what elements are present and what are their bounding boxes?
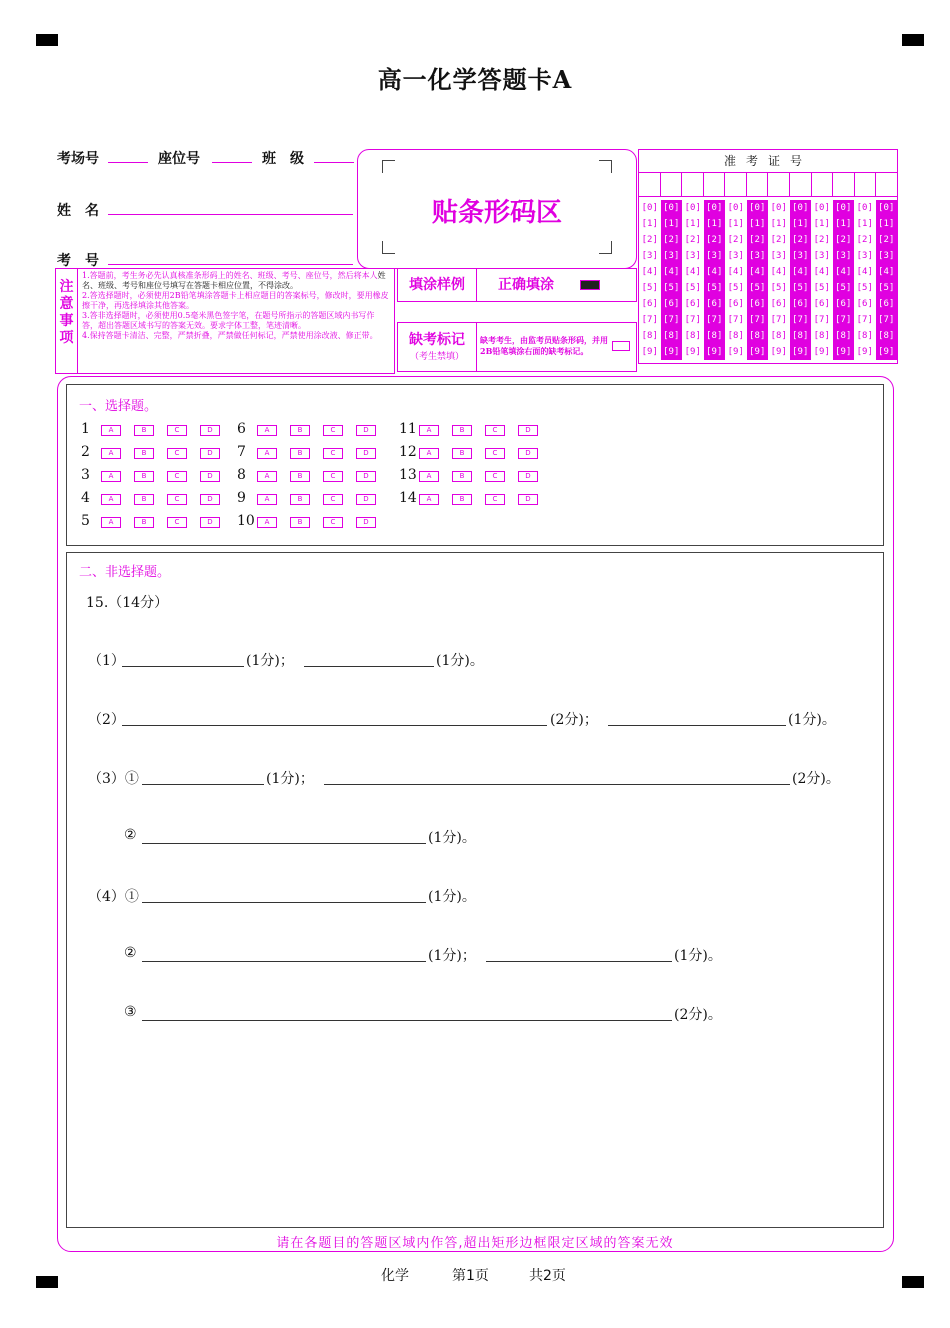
question-number: 11 [399,421,417,437]
score-note: (1分)。 [436,653,484,669]
class-label: 班 级 [262,151,304,167]
footer-subject: 化学 [381,1268,409,1284]
digit-bubble[interactable]: [9] [704,344,726,360]
notice-item-2: 2.答选择题时，必须使用2B铅笔填涂答题卡上相应题目的答案标号，修改时，要用橡皮擦干净，再选择填涂其他答案。 [82,291,389,310]
option-bubble-b[interactable]: B [290,425,310,436]
digit-bubble[interactable]: [3] [747,248,769,264]
digit-bubble[interactable]: [6] [641,299,658,309]
option-bubble-d[interactable]: D [356,448,376,459]
option-bubble-c[interactable]: C [167,471,187,482]
option-bubble-b[interactable]: B [134,517,154,528]
corner-mark [599,160,612,173]
digit-bubble[interactable]: [4] [641,267,658,277]
digit-bubble[interactable]: [2] [770,235,787,245]
digit-bubble[interactable]: [8] [833,328,855,344]
seat-field[interactable] [212,162,252,163]
option-bubble-a[interactable]: A [257,494,277,505]
option-bubble-a[interactable]: A [257,448,277,459]
answer-blank[interactable] [142,784,264,785]
answer-area-warning: 请在各题目的答题区域内作答,超出矩形边框限定区域的答案无效 [276,1236,674,1251]
digit-bubble[interactable]: [2] [661,232,683,248]
answer-blank[interactable] [122,666,244,667]
digit-bubble[interactable]: [7] [813,315,830,325]
digit-bubble[interactable]: [3] [727,251,744,261]
option-bubble-d[interactable]: D [356,471,376,482]
option-bubble-a[interactable]: A [101,471,121,482]
notice-title-char: 事 [59,313,74,329]
digit-bubble[interactable]: [8] [813,331,830,341]
digit-bubble[interactable]: [7] [641,315,658,325]
digit-bubble[interactable]: [6] [684,299,701,309]
footer-total-pages: 共2页 [529,1268,566,1284]
digit-bubble[interactable]: [1] [876,216,898,232]
digit-bubble[interactable]: [3] [833,248,855,264]
digit-bubble[interactable]: [6] [727,299,744,309]
digit-bubble[interactable]: [7] [876,312,898,328]
digit-bubble[interactable]: [6] [876,296,898,312]
digit-bubble[interactable]: [0] [727,203,744,213]
digit-bubble[interactable]: [3] [641,251,658,261]
option-bubble-c[interactable]: C [167,494,187,505]
correct-fill-example [580,280,600,290]
digit-bubble[interactable]: [1] [790,216,812,232]
digit-bubble[interactable]: [8] [856,331,873,341]
digit-bubble[interactable]: [6] [770,299,787,309]
question-number: 3 [81,467,90,483]
option-bubble-d[interactable]: D [518,471,538,482]
digit-bubble[interactable]: [7] [833,312,855,328]
option-bubble-c[interactable]: C [323,448,343,459]
digit-bubble[interactable]: [5] [727,283,744,293]
digit-bubble[interactable]: [9] [856,347,873,357]
option-bubble-d[interactable]: D [200,471,220,482]
digit-bubble[interactable]: [9] [813,347,830,357]
digit-bubble[interactable]: [2] [876,232,898,248]
question-number: 14 [399,490,417,506]
exam-number-field[interactable] [108,264,353,265]
digit-bubble[interactable]: [5] [747,280,769,296]
part-4-sub-2-label: ② [124,945,137,961]
digit-bubble[interactable]: [5] [833,280,855,296]
option-bubble-d[interactable]: D [200,517,220,528]
option-bubble-b[interactable]: B [452,494,472,505]
digit-bubble[interactable]: [5] [813,283,830,293]
option-bubble-c[interactable]: C [167,425,187,436]
digit-bubble[interactable]: [2] [684,235,701,245]
option-bubble-b[interactable]: B [290,448,310,459]
digit-bubble[interactable]: [7] [747,312,769,328]
digit-bubble[interactable]: [5] [876,280,898,296]
digit-bubble[interactable]: [3] [856,251,873,261]
notice-title-char: 注 [59,279,74,295]
fill-sample-box [397,268,637,302]
digit-bubble[interactable]: [6] [833,296,855,312]
score-note: (1分)。 [674,948,722,964]
option-bubble-c[interactable]: C [167,517,187,528]
digit-bubble[interactable]: [3] [684,251,701,261]
digit-bubble[interactable]: [8] [704,328,726,344]
digit-bubble[interactable]: [2] [813,235,830,245]
digit-bubble[interactable]: [5] [684,283,701,293]
correct-fill-label: 正确填涂 [498,277,554,293]
absent-label: 缺考标记 [409,332,465,348]
digit-bubble[interactable]: [4] [790,264,812,280]
digit-bubble[interactable]: [1] [813,219,830,229]
digit-bubble[interactable]: [1] [641,219,658,229]
digit-bubble[interactable]: [9] [641,347,658,357]
option-bubble-a[interactable]: A [419,425,439,436]
seat-label: 座位号 [158,151,200,167]
option-bubble-d[interactable]: D [200,425,220,436]
answer-blank[interactable] [142,902,426,903]
registration-mark-bottom-right [902,1276,924,1288]
digit-bubble[interactable]: [6] [747,296,769,312]
option-bubble-a[interactable]: A [101,494,121,505]
score-note: (2分)。 [674,1007,722,1023]
notice-body [82,271,390,341]
answer-blank[interactable] [122,725,547,726]
digit-bubble[interactable]: [3] [813,251,830,261]
digit-bubble[interactable]: [5] [641,283,658,293]
digit-bubble[interactable]: [1] [856,219,873,229]
option-bubble-b[interactable]: B [290,494,310,505]
question-number: 10 [237,513,255,529]
score-note: (2分)。 [792,771,840,787]
digit-bubble[interactable]: [9] [833,344,855,360]
part-4-label: （4）① [88,889,139,905]
digit-bubble[interactable]: [4] [661,264,683,280]
option-bubble-b[interactable]: B [290,517,310,528]
digit-bubble[interactable]: [0] [641,203,658,213]
digit-bubble[interactable]: [4] [747,264,769,280]
digit-bubble[interactable]: [1] [747,216,769,232]
digit-bubble[interactable]: [4] [876,264,898,280]
admission-number-bubble-grid[interactable] [639,200,897,360]
absent-mark-checkbox[interactable] [612,341,630,351]
digit-bubble[interactable]: [5] [661,280,683,296]
digit-bubble[interactable]: [8] [770,331,787,341]
digit-bubble[interactable]: [5] [790,280,812,296]
name-field[interactable] [108,214,353,215]
option-bubble-b[interactable]: B [452,471,472,482]
class-field[interactable] [314,162,354,163]
section-2-title: 二、非选择题。 [79,565,171,580]
answer-blank[interactable] [142,1020,672,1021]
option-bubble-c[interactable]: C [167,448,187,459]
digit-bubble[interactable]: [8] [790,328,812,344]
barcode-area [357,149,637,269]
digit-bubble[interactable]: [3] [770,251,787,261]
notice-title [56,269,78,373]
option-bubble-c[interactable]: C [485,425,505,436]
option-bubble-c[interactable]: C [485,471,505,482]
option-bubble-d[interactable]: D [356,517,376,528]
option-bubble-d[interactable]: D [200,448,220,459]
option-bubble-d[interactable]: D [518,448,538,459]
option-bubble-b[interactable]: B [134,425,154,436]
option-bubble-a[interactable]: A [419,494,439,505]
notice-title-char: 意 [59,296,74,312]
digit-bubble[interactable]: [7] [727,315,744,325]
option-bubble-d[interactable]: D [356,494,376,505]
digit-bubble[interactable]: [8] [747,328,769,344]
digit-bubble[interactable]: [6] [813,299,830,309]
absent-label-cell [398,323,477,371]
digit-bubble[interactable]: [4] [770,267,787,277]
digit-bubble[interactable]: [9] [727,347,744,357]
answer-blank[interactable] [324,784,790,785]
corner-mark [382,241,395,254]
option-bubble-a[interactable]: A [419,471,439,482]
option-bubble-a[interactable]: A [101,425,121,436]
part-2-label: （2） [88,712,125,728]
section-multiple-choice [66,384,884,546]
score-note: (2分)； [550,712,598,728]
digit-bubble[interactable]: [7] [661,312,683,328]
digit-bubble[interactable]: [7] [704,312,726,328]
digit-bubble[interactable]: [2] [833,232,855,248]
option-bubble-a[interactable]: A [419,448,439,459]
option-bubble-c[interactable]: C [323,425,343,436]
notice-item-1 [82,271,390,291]
fill-sample-label: 填涂样例 [398,269,477,301]
digit-bubble[interactable]: [8] [727,331,744,341]
notice-box [55,268,395,374]
digit-bubble[interactable]: [0] [813,203,830,213]
option-bubble-d[interactable]: D [200,494,220,505]
digit-bubble[interactable]: [6] [661,296,683,312]
digit-bubble[interactable]: [5] [856,283,873,293]
question-number: 13 [399,467,417,483]
barcode-label: 贴条形码区 [431,198,562,228]
digit-bubble[interactable]: [4] [704,264,726,280]
registration-mark-top-right [902,34,924,46]
part-3-label: （3）① [88,771,139,787]
question-number: 6 [237,421,246,437]
answer-blank[interactable] [142,843,426,844]
digit-bubble[interactable]: [8] [641,331,658,341]
digit-bubble[interactable]: [9] [876,344,898,360]
digit-bubble[interactable]: [0] [790,200,812,216]
question-15-label: 15.（14分） [86,595,169,611]
section-1-title: 一、选择题。 [79,399,158,414]
question-number: 2 [81,444,90,460]
option-bubble-c[interactable]: C [485,448,505,459]
digit-bubble[interactable]: [4] [813,267,830,277]
digit-bubble[interactable]: [9] [747,344,769,360]
option-bubble-b[interactable]: B [134,471,154,482]
digit-bubble[interactable]: [7] [856,315,873,325]
digit-bubble[interactable]: [1] [727,219,744,229]
digit-bubble[interactable]: [7] [684,315,701,325]
digit-bubble[interactable]: [0] [856,203,873,213]
digit-bubble[interactable]: [1] [684,219,701,229]
digit-bubble[interactable]: [1] [704,216,726,232]
digit-bubble[interactable]: [8] [684,331,701,341]
option-bubble-d[interactable]: D [356,425,376,436]
digit-bubble[interactable]: [6] [856,299,873,309]
registration-mark-top-left [36,34,58,46]
part-3-sub-2-label: ② [124,827,137,843]
absent-mark-box [397,322,637,372]
digit-bubble[interactable]: [2] [641,235,658,245]
digit-bubble[interactable]: [3] [704,248,726,264]
score-note: (1分)。 [428,889,476,905]
notice-item-3: 3.答非选择题时，必须使用0.5毫米黑色签字笔，在题号所指示的答题区域内书写作答，超出答题区域书写的答案无效。要求字体工整，笔迹清晰。 [82,311,375,330]
digit-bubble[interactable]: [0] [833,200,855,216]
name-label: 姓 名 [57,203,99,219]
admission-number-title: 准考证号 [639,150,897,173]
digit-bubble[interactable]: [4] [833,264,855,280]
option-bubble-a[interactable]: A [257,471,277,482]
digit-bubble[interactable]: [3] [876,248,898,264]
corner-mark [382,160,395,173]
digit-bubble[interactable]: [6] [790,296,812,312]
part-4-sub-3-label: ③ [124,1004,137,1020]
question-number: 1 [81,421,90,437]
digit-bubble[interactable]: [5] [704,280,726,296]
option-bubble-c[interactable]: C [485,494,505,505]
digit-bubble[interactable]: [7] [790,312,812,328]
answer-blank[interactable] [486,961,672,962]
admission-number-box [638,149,898,364]
digit-bubble[interactable]: [2] [856,235,873,245]
exam-room-field[interactable] [108,162,148,163]
question-number: 4 [81,490,90,506]
question-number: 5 [81,513,90,529]
notice-title-char: 项 [59,330,74,346]
digit-bubble[interactable]: [2] [704,232,726,248]
option-bubble-c[interactable]: C [323,517,343,528]
notice-item-1-text: 1.答题前，考生务必先认真核准条形码上的姓名、班级、考号、座位号，然后将本人 [82,271,378,280]
digit-bubble[interactable]: [0] [684,203,701,213]
answer-blank[interactable] [304,666,434,667]
digit-bubble[interactable]: [4] [684,267,701,277]
score-note: (1分)。 [788,712,836,728]
notice-item-4: 4.保持答题卡清洁、完整，严禁折叠，严禁做任何标记，严禁使用涂改液、修正带。 [82,331,378,340]
digit-bubble[interactable]: [1] [833,216,855,232]
digit-bubble[interactable]: [9] [790,344,812,360]
digit-bubble[interactable]: [9] [661,344,683,360]
question-number: 8 [237,467,246,483]
exam-number-label: 考 号 [57,253,99,269]
option-bubble-c[interactable]: C [323,471,343,482]
question-number: 12 [399,444,417,460]
option-bubble-c[interactable]: C [323,494,343,505]
absent-sublabel: （考生禁填） [409,352,464,362]
admission-number-write-cells[interactable] [639,172,897,197]
digit-bubble[interactable]: [9] [770,347,787,357]
question-number: 7 [237,444,246,460]
footer-page: 第1页 [452,1268,489,1284]
option-bubble-d[interactable]: D [518,425,538,436]
option-bubble-b[interactable]: B [452,448,472,459]
digit-bubble[interactable]: [8] [876,328,898,344]
registration-mark-bottom-left [36,1276,58,1288]
digit-bubble[interactable]: [0] [876,200,898,216]
digit-bubble[interactable]: [4] [727,267,744,277]
answer-blank[interactable] [608,725,786,726]
digit-bubble[interactable]: [3] [790,248,812,264]
score-note: (1分)； [266,771,314,787]
score-note: (1分)。 [428,830,476,846]
score-note: (1分)； [246,653,294,669]
digit-bubble[interactable]: [5] [770,283,787,293]
option-bubble-b[interactable]: B [134,494,154,505]
option-bubble-a[interactable]: A [257,425,277,436]
digit-bubble[interactable]: [0] [704,200,726,216]
option-bubble-a[interactable]: A [101,448,121,459]
score-note: (1分)； [428,948,476,964]
option-bubble-b[interactable]: B [134,448,154,459]
option-bubble-a[interactable]: A [257,517,277,528]
digit-bubble[interactable]: [6] [704,296,726,312]
digit-bubble[interactable]: [9] [684,347,701,357]
digit-bubble[interactable]: [3] [661,248,683,264]
part-1-label: （1） [88,653,125,669]
digit-bubble[interactable]: [1] [770,219,787,229]
option-bubble-b[interactable]: B [452,425,472,436]
digit-bubble[interactable]: [2] [747,232,769,248]
corner-mark [599,241,612,254]
digit-bubble[interactable]: [2] [790,232,812,248]
page-title: 高一化学答题卡A [377,65,573,94]
digit-bubble[interactable]: [0] [661,200,683,216]
digit-bubble[interactable]: [4] [856,267,873,277]
digit-bubble[interactable]: [0] [770,203,787,213]
digit-bubble[interactable]: [8] [661,328,683,344]
digit-bubble[interactable]: [1] [661,216,683,232]
option-bubble-a[interactable]: A [101,517,121,528]
option-bubble-b[interactable]: B [290,471,310,482]
exam-room-label: 考场号 [57,151,99,167]
absent-description: 缺考考生，由监考员贴条形码，并用2B铅笔填涂右面的缺考标记。 [480,335,608,356]
notice-item-1-emphasis: 姓名、班级、考号和座位号填写在答题卡相应位置，不得涂改。 [82,271,386,290]
question-number: 9 [237,490,246,506]
digit-bubble[interactable]: [0] [747,200,769,216]
digit-bubble[interactable]: [2] [727,235,744,245]
option-bubble-d[interactable]: D [518,494,538,505]
answer-blank[interactable] [142,961,426,962]
digit-bubble[interactable]: [7] [770,315,787,325]
